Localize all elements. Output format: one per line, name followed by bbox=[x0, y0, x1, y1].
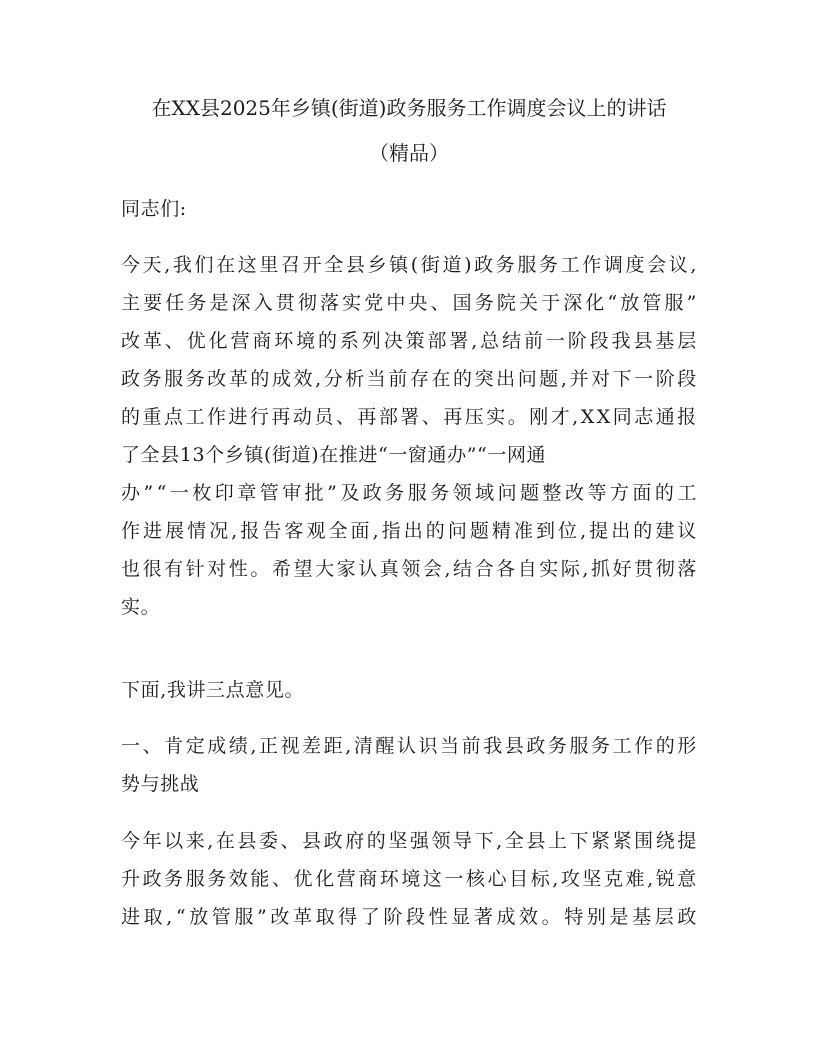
paragraph-intro bbox=[121, 246, 697, 626]
paragraph-line: 进 取 , “ 放 管 服 ” 改 革 取 得 了 阶 段 性 显 著 成 效 。 特 别 是 基 层 政 bbox=[121, 906, 697, 928]
section-heading-1 bbox=[121, 727, 697, 803]
paragraph-achievements bbox=[121, 822, 697, 936]
paragraph-line: 也 很 有 针 对 性 。 希 望 大 家 认 真 领 会 , 结 合 各 自 实 际 , 抓 好 贯 彻 落 bbox=[121, 558, 697, 580]
paragraph-line: 作 进 展 情 况 , 报 告 客 观 全 面 , 指 出 的 问 题 精 准 到 位 , 提 出 的 建 议 bbox=[121, 520, 697, 542]
paragraph-line: 下面,我讲三点意见。 bbox=[121, 679, 305, 701]
paragraph-line: 主 要 任 务 是 深 入 贯 彻 落 实 党 中 央 、 国 务 院 关 于 深 化 “ 放 管 服 ” bbox=[121, 292, 697, 314]
heading-line: 一 、 肯 定 成 绩 , 正 视 差 距 , 清 醒 认 识 当 前 我 县 政 务 服 务 工 作 的 形 bbox=[121, 735, 697, 757]
paragraph-line: 改 革 、 优 化 营 商 环 境 的 系 列 决 策 部 署 , 总 结 前 一 阶 段 我 县 基 层 bbox=[121, 330, 697, 352]
salutation-text: 同志们: bbox=[121, 198, 187, 220]
paragraph-line: 了全县13个乡镇(街道)在推进“一窗通办”“一网通 bbox=[121, 444, 547, 466]
paragraph-line: 今 天 , 我 们 在 这 里 召 开 全 县 乡 镇 ( 街 道 ) 政 务 服 务 工 作 调 度 会 议 , bbox=[121, 254, 697, 276]
paragraph-line: 实。 bbox=[121, 596, 161, 618]
paragraph-line: 升 政 务 服 务 效 能 、 优 化 营 商 环 境 这 一 核 心 目 标 , 攻 坚 克 难 , 锐 意 bbox=[121, 868, 697, 890]
heading-line: 势与挑战 bbox=[121, 773, 200, 795]
paragraph-line: 政 务 服 务 改 革 的 成 效 , 分 析 当 前 存 在 的 突 出 问 题 , 并 对 下 一 阶 段 bbox=[121, 368, 697, 390]
paragraph-line: 今 年 以 来 , 在 县 委 、 县 政 府 的 坚 强 领 导 下 , 全 县 上 下 紧 紧 围 绕 提 bbox=[121, 830, 697, 852]
paragraph-line: 办 ” “ 一 枚 印 章 管 审 批 ” 及 政 务 服 务 领 域 问 题 整 改 等 方 面 的 工 bbox=[121, 482, 697, 504]
document-title: 在XX县2025年乡镇(街道)政务服务工作调度会议上的讲话 bbox=[151, 96, 667, 120]
paragraph-transition bbox=[121, 671, 697, 709]
document-subtitle: （精品） bbox=[369, 141, 449, 165]
paragraph-line: 的 重 点 工 作 进 行 再 动 员 、 再 部 署 、 再 压 实 。 刚 才 , X X 同 志 通 报 bbox=[121, 406, 697, 428]
salutation bbox=[121, 190, 697, 228]
